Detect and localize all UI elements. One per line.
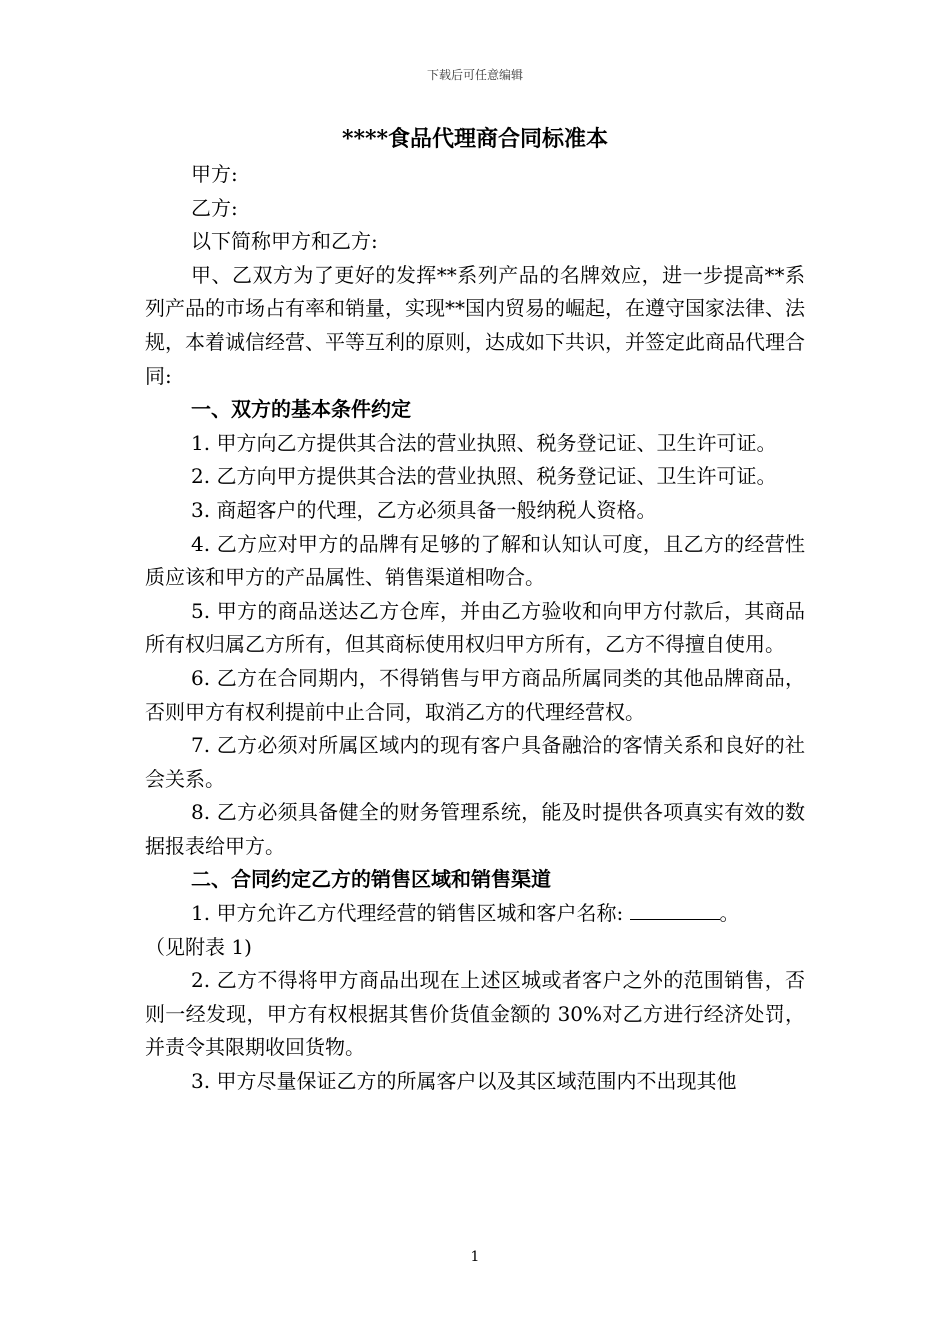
party-a-line: 甲方: bbox=[191, 162, 238, 186]
section-1-item: 1. 甲方向乙方提供其合法的营业执照、税务登记证、卫生许可证。 bbox=[191, 430, 777, 455]
section-1-item: 8. 乙方必须具备健全的财务管理系统，能及时提供各项真实有效的数据报表给甲方。 bbox=[145, 800, 805, 858]
section-2-item-1-note: （见附表 1) bbox=[145, 934, 252, 959]
document-title: ****食品代理商合同标准本 bbox=[341, 126, 609, 152]
fill-in-blank bbox=[630, 901, 720, 920]
section-2-item-1 bbox=[145, 897, 805, 931]
section-1-item: 5. 甲方的商品送达乙方仓库，并由乙方验收和向甲方付款后，其商品所有权归属乙方所有，但其商标使用权归甲方所有，乙方不得擅自使用。 bbox=[145, 598, 805, 657]
section-2-item-3: 3. 甲方尽量保证乙方的所属客户以及其区域范围内不出现其他 bbox=[191, 1069, 737, 1094]
section-2-item-1-text: 1. 甲方允许乙方代理经营的销售区城和客户名称: bbox=[191, 901, 624, 926]
party-b-line: 乙方: bbox=[191, 195, 238, 220]
section-2-heading: 二、合同约定乙方的销售区域和销售渠道 bbox=[191, 867, 551, 892]
section-1-item: 2. 乙方向甲方提供其合法的营业执照、税务登记证、卫生许可证。 bbox=[191, 464, 777, 489]
section-1-item: 6. 乙方在合同期内，不得销售与甲方商品所属同类的其他品牌商品，否则甲方有权利提前中止合同，取消乙方的代理经营权。 bbox=[145, 665, 805, 724]
section-2-item-2: 2. 乙方不得将甲方商品出现在上述区城或者客户之外的范围销售，否则一经发现，甲方有权根据其售价货值金额的 30%对乙方进行经济处罚，并责令其限期收回货物。 bbox=[145, 968, 805, 1060]
page-number: 1 bbox=[470, 1249, 480, 1265]
intro-paragraph: 甲、乙双方为了更好的发挥**系列产品的名牌效应，进一步提高**系列产品的市场占有率和销量，实现**国内贸易的崛起，在遵守国家法律、法规，本着诚信经营、平等互利的原则，达成如下共识，并签定此商品代理合同: bbox=[145, 262, 805, 388]
section-2-item-1-end: 。 bbox=[719, 901, 740, 926]
section-1-item: 3. 商超客户的代理，乙方必须具备一般纳税人资格。 bbox=[191, 497, 657, 522]
document-body bbox=[145, 158, 805, 1099]
section-1-heading: 一、双方的基本条件约定 bbox=[191, 397, 411, 422]
abbreviation-line: 以下简称甲方和乙方: bbox=[191, 229, 378, 254]
page-header: 下载后可任意编辑 bbox=[426, 68, 523, 82]
section-1-item: 7. 乙方必须对所属区域内的现有客户具备融洽的客情关系和良好的社会关系。 bbox=[145, 733, 805, 791]
section-1-item: 4. 乙方应对甲方的品牌有足够的了解和认知认可度，且乙方的经营性质应该和甲方的产品属性、销售渠道相吻合。 bbox=[145, 531, 805, 590]
